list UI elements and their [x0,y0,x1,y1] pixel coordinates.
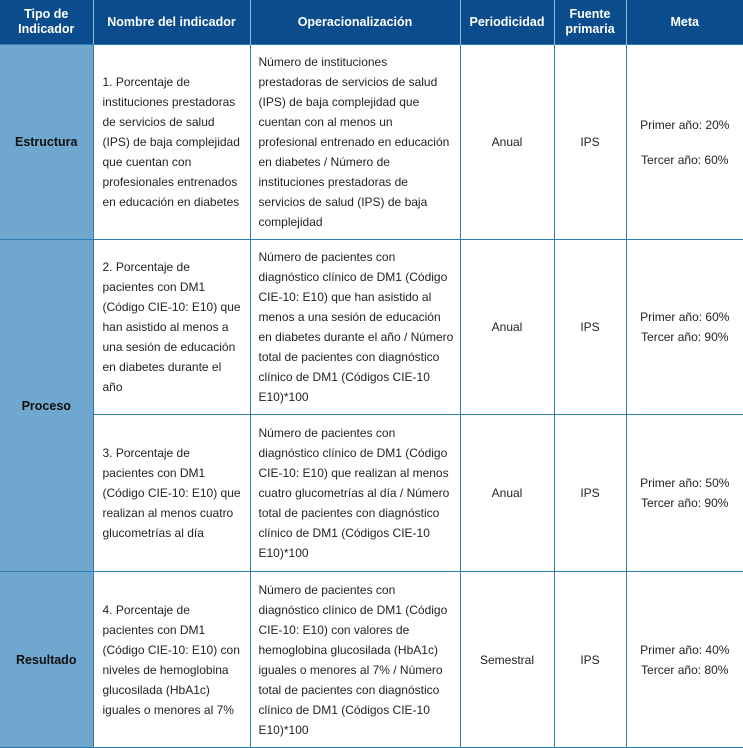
operacionalizacion-cell: Número de pacientes con diagnóstico clínico de DM1 (Código CIE-10: E10) con valores de hemoglobina glucosilada (HbA1c) iguales o menores al 7% / Número total de pacientes con diagnóstico clínico de DM1 (Códigos CIE-10 E10)*100 [250,572,460,748]
table-header [0,0,743,45]
header-row [0,0,743,45]
fuente-cell: IPS [554,572,626,748]
header-nombre: Nombre del indicador [93,0,250,45]
fuente-cell: IPS [554,415,626,572]
operacionalizacion-cell: Número de pacientes con diagnóstico clínico de DM1 (Código CIE-10: E10) que realizan al menos cuatro glucometrías al día / Número total de pacientes con diagnóstico clínico de DM1 (Códigos CIE-10 E10)*100 [250,415,460,572]
table-row [0,415,743,572]
meta-primer-ano: Primer año: 20% [640,117,730,132]
meta-primer-ano: Primer año: 60% [640,310,730,324]
nombre-cell: 2. Porcentaje de pacientes con DM1 (Código CIE-10: E10) que han asistido al menos a una sesión de educación en diabetes durante el año [93,240,250,415]
table-row [0,45,743,240]
operacionalizacion-cell: Número de pacientes con diagnóstico clínico de DM1 (Código CIE-10: E10) que han asistido al menos a una sesión de educación en diabetes durante el año / Número total de pacientes con diagnóstico clínico de DM1 (Códigos CIE-10 E10)*100 [250,240,460,415]
header-periodicidad: Periodicidad [460,0,554,45]
meta-primer-ano: Primer año: 40% [640,642,730,657]
header-fuente: Fuente primaria [554,0,626,45]
periodicidad-cell: Anual [460,45,554,240]
meta-cell [626,240,743,415]
meta-tercer-ano: Tercer año: 80% [641,662,729,677]
tipo-cell: Resultado [0,572,93,748]
fuente-cell: IPS [554,240,626,415]
fuente-cell: IPS [554,45,626,240]
meta-tercer-ano: Tercer año: 90% [641,496,729,510]
periodicidad-cell: Anual [460,240,554,415]
meta-cell [626,45,743,240]
operacionalizacion-cell: Número de instituciones prestadoras de servicios de salud (IPS) de baja complejidad que cuentan con al menos un profesional entrenado en educación en diabetes / Número de instituciones prestadoras de servicios de salud (IPS) de baja complejidad [250,45,460,240]
periodicidad-cell: Anual [460,415,554,572]
nombre-cell: 1. Porcentaje de instituciones prestadoras de servicios de salud (IPS) de baja complejidad que cuentan con profesionales entrenados en educación en diabetes [93,45,250,240]
table-row [0,572,743,748]
nombre-cell: 4. Porcentaje de pacientes con DM1 (Código CIE-10: E10) con niveles de hemoglobina glucosilada (HbA1c) iguales o menores al 7% [93,572,250,748]
meta-tercer-ano: Tercer año: 90% [641,330,729,344]
table-body [0,45,743,748]
meta-cell [626,415,743,572]
nombre-cell: 3. Porcentaje de pacientes con DM1 (Código CIE-10: E10) que realizan al menos cuatro glucometrías al día [93,415,250,572]
meta-cell [626,572,743,748]
header-meta: Meta [626,0,743,45]
meta-spacer [629,135,742,150]
tipo-cell: Estructura [0,45,93,240]
tipo-cell: Proceso [0,240,93,572]
header-operacionalizacion: Operacionalización [250,0,460,45]
header-tipo: Tipo de Indicador [0,0,93,45]
table-row [0,240,743,415]
periodicidad-cell: Semestral [460,572,554,748]
meta-primer-ano: Primer año: 50% [640,476,730,490]
meta-tercer-ano: Tercer año: 60% [641,152,729,167]
